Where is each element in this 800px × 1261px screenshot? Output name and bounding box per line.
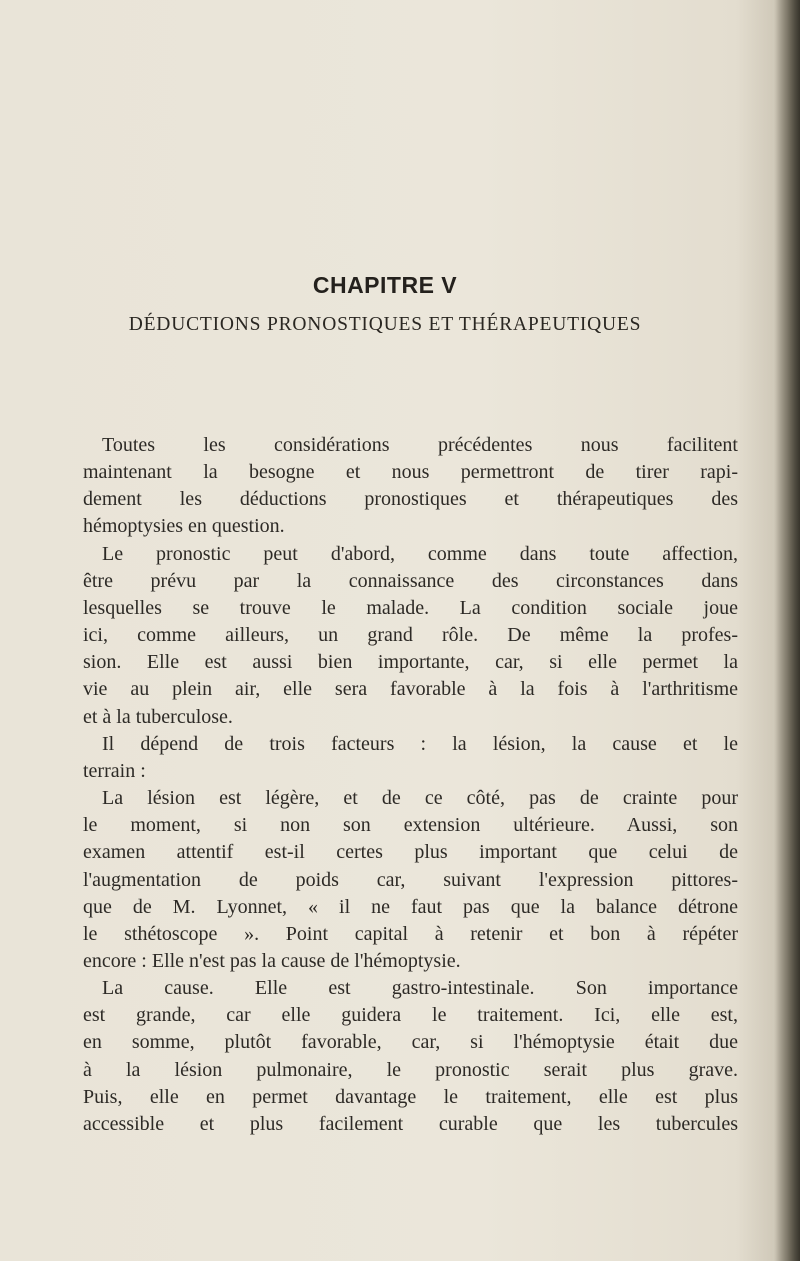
text-line: Puis, elle en permet davantage le traitement, elle est plus <box>83 1085 738 1108</box>
text-line: Toutes les considérations précédentes nous facilitent <box>102 434 738 456</box>
text-line: terrain : <box>83 759 146 782</box>
text-line: à la lésion pulmonaire, le pronostic serait plus grave. <box>83 1058 738 1081</box>
page-edge-shadow <box>774 0 800 1261</box>
text-line: le moment, si non son extension ultérieure. Aussi, son <box>83 814 738 837</box>
text-line: Le pronostic peut d'abord, comme dans toute affection, <box>102 542 738 565</box>
text-line: le sthétoscope ». Point capital à retenir et bon à répéter <box>83 922 738 945</box>
text-line: accessible et plus facilement curable que les tubercules <box>83 1112 738 1135</box>
text-line: encore : Elle n'est pas la cause de l'hémoptysie. <box>83 949 461 972</box>
text-line: La cause. Elle est gastro-intestinale. Son importance <box>102 977 738 1000</box>
text-line: en somme, plutôt favorable, car, si l'hémoptysie était due <box>83 1031 738 1054</box>
text-line: hémoptysies en question. <box>83 515 285 538</box>
chapter-heading: CHAPITRE V <box>312 272 458 298</box>
body-text <box>83 432 738 1138</box>
text-line: sion. Elle est aussi bien importante, car, si elle permet la <box>83 651 738 674</box>
text-line: La lésion est légère, et de ce côté, pas de crainte pour <box>102 787 738 810</box>
text-line: est grande, car elle guidera le traitement. Ici, elle est, <box>83 1004 738 1027</box>
text-line: dement les déductions pronostiques et thérapeutiques des <box>83 488 738 511</box>
text-line: examen attentif est-il certes plus important que celui de <box>83 841 738 864</box>
text-line: vie au plein air, elle sera favorable à la fois à l'arthritisme <box>83 678 738 701</box>
text-line: ici, comme ailleurs, un grand rôle. De même la profes- <box>83 624 738 647</box>
chapter-title: DÉDUCTIONS PRONOSTIQUES ET THÉRAPEUTIQUES <box>128 314 642 335</box>
text-line: l'augmentation de poids car, suivant l'expression pittores- <box>83 868 738 891</box>
text-line: et à la tuberculose. <box>83 705 233 728</box>
text-line: lesquelles se trouve le malade. La condition sociale joue <box>83 596 738 619</box>
text-line: que de M. Lyonnet, « il ne faut pas que la balance détrone <box>83 895 738 918</box>
text-line: être prévu par la connaissance des circonstances dans <box>83 569 738 592</box>
text-line: Il dépend de trois facteurs : la lésion, la cause et le <box>102 732 738 755</box>
text-line: maintenant la besogne et nous permettront de tirer rapi- <box>83 461 738 484</box>
